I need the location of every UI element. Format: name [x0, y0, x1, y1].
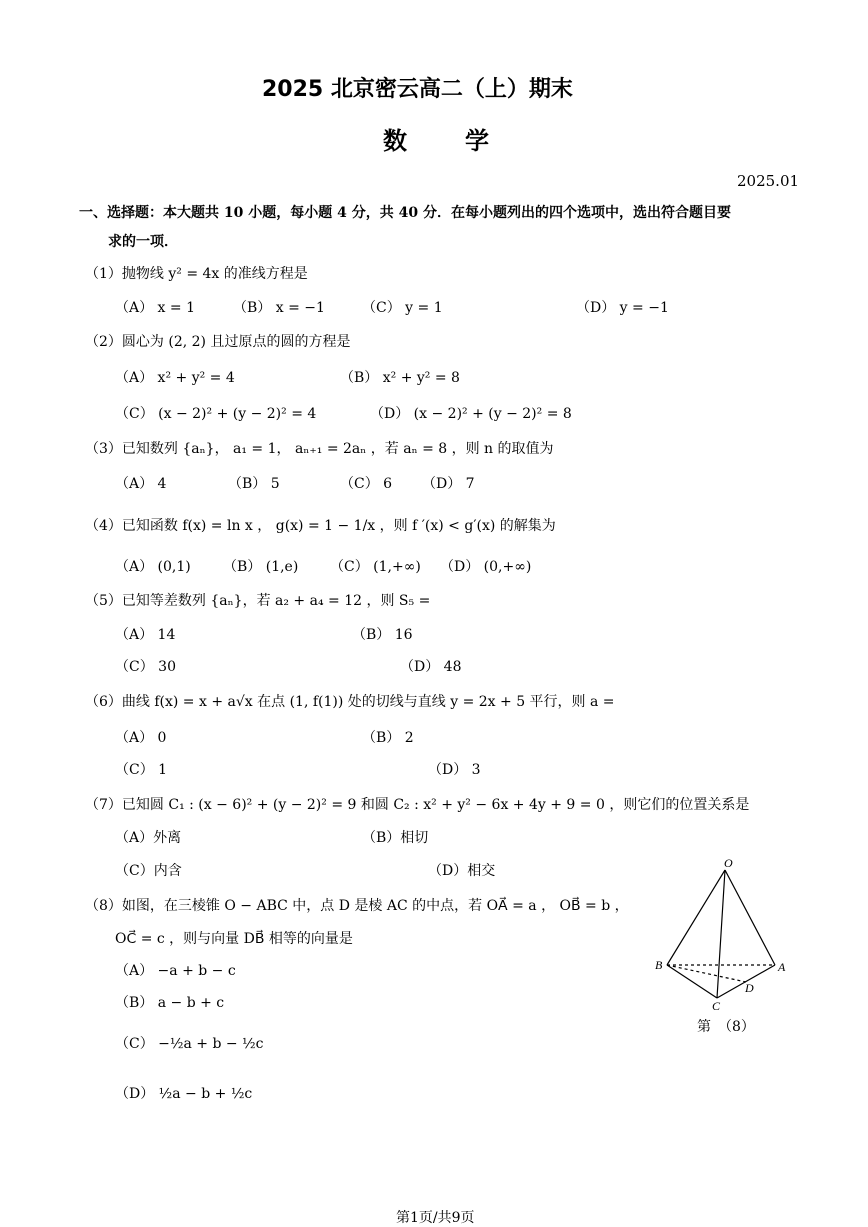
label-a: A — [778, 960, 786, 974]
q2-option-d: （D） (x − 2)² + (y − 2)² = 8 — [370, 406, 572, 422]
q3-option-a: （A） 4 — [115, 476, 167, 492]
q7-option-a: （A）外离 — [115, 830, 182, 846]
label-d: D — [745, 981, 754, 995]
q1-option-a: （A） x = 1 — [115, 300, 195, 316]
section-heading-line1: 一、选择题：本大题共 10 小题，每小题 4 分，共 40 分．在每小题列出的四个选项中，选出符合题目要 — [79, 205, 731, 221]
q6-option-a: （A） 0 — [115, 730, 167, 746]
question-4-stem: （4）已知函数 f(x) = ln x ， g(x) = 1 − 1/x ，则 f ′(x) < g′(x) 的解集为 — [85, 518, 556, 534]
q7-option-c: （C）内含 — [115, 863, 182, 879]
q4-option-b: （B） (1,e) — [223, 559, 299, 575]
question-1-stem: （1）抛物线 y² = 4x 的准线方程是 — [85, 266, 308, 282]
q8-option-d: （D） ½a − b + ½c — [115, 1086, 253, 1102]
question-3-stem: （3）已知数列 {aₙ}， a₁ = 1， aₙ₊₁ = 2aₙ ，若 aₙ = 8 ，则 n 的取值为 — [85, 441, 554, 457]
question-2-stem: （2）圆心为 (2, 2) 且过原点的圆的方程是 — [85, 334, 351, 350]
q5-option-d: （D） 48 — [400, 659, 462, 675]
question-5-stem: （5）已知等差数列 {aₙ}，若 a₂ + a₄ = 12 ，则 S₅ = — [85, 593, 431, 609]
q2-option-b: （B） x² + y² = 8 — [340, 370, 460, 386]
q5-option-b: （B） 16 — [352, 627, 413, 643]
page-number: 第1页/共9页 — [396, 1210, 475, 1226]
q8-option-c: （C） −½a + b − ½c — [115, 1036, 264, 1052]
question-7-stem: （7）已知圆 C₁ : (x − 6)² + (y − 2)² = 9 和圆 C₂ : x² + y² − 6x + 4y + 9 = 0 ，则它们的位置关系是 — [85, 797, 750, 813]
tetrahedron-figure — [645, 855, 795, 1015]
q8-option-b: （B） a − b + c — [115, 995, 225, 1011]
q3-option-d: （D） 7 — [422, 476, 475, 492]
q6-option-b: （B） 2 — [362, 730, 414, 746]
question-6-stem: （6）曲线 f(x) = x + a√x 在点 (1, f(1)) 处的切线与直线 y = 2x + 5 平行，则 a = — [85, 694, 615, 710]
exam-date: 2025.01 — [737, 172, 800, 190]
q8-option-a: （A） −a + b − c — [115, 963, 236, 979]
page-title: 2025 北京密云高二（上）期末 — [262, 77, 573, 102]
q4-option-c: （C） (1,+∞) — [330, 559, 421, 575]
q1-option-d: （D） y = −1 — [576, 300, 669, 316]
q7-option-b: （B）相切 — [362, 830, 429, 846]
subject-title: 数学 — [383, 127, 547, 155]
q4-option-a: （A） (0,1) — [115, 559, 191, 575]
edge-ob — [667, 870, 725, 965]
q7-option-d: （D）相交 — [428, 863, 496, 879]
q6-option-c: （C） 1 — [115, 762, 168, 778]
q1-option-c: （C） y = 1 — [362, 300, 443, 316]
q3-option-c: （C） 6 — [340, 476, 393, 492]
q1-option-b: （B） x = −1 — [233, 300, 325, 316]
question-8-stem: （8）如图，在三棱锥 O − ABC 中，点 D 是棱 AC 的中点，若 OA⃗ = a ， OB⃗ = b ， — [85, 898, 629, 914]
q3-option-b: （B） 5 — [228, 476, 280, 492]
q2-option-a: （A） x² + y² = 4 — [115, 370, 235, 386]
q5-option-a: （A） 14 — [115, 627, 176, 643]
label-o: O — [724, 856, 733, 870]
question-8-stem-line2: OC⃗ = c ，则与向量 DB⃗ 相等的向量是 — [115, 931, 353, 947]
q6-option-d: （D） 3 — [428, 762, 481, 778]
label-b: B — [655, 958, 663, 972]
figure-caption: 第 （8） — [697, 1019, 755, 1035]
edge-oa — [725, 870, 775, 965]
edge-oc — [717, 870, 725, 998]
q5-option-c: （C） 30 — [115, 659, 176, 675]
section-heading-line2: 求的一项． — [108, 234, 178, 250]
q2-option-c: （C） (x − 2)² + (y − 2)² = 4 — [115, 406, 317, 422]
q4-option-d: （D） (0,+∞) — [440, 559, 532, 575]
label-c: C — [712, 999, 721, 1013]
